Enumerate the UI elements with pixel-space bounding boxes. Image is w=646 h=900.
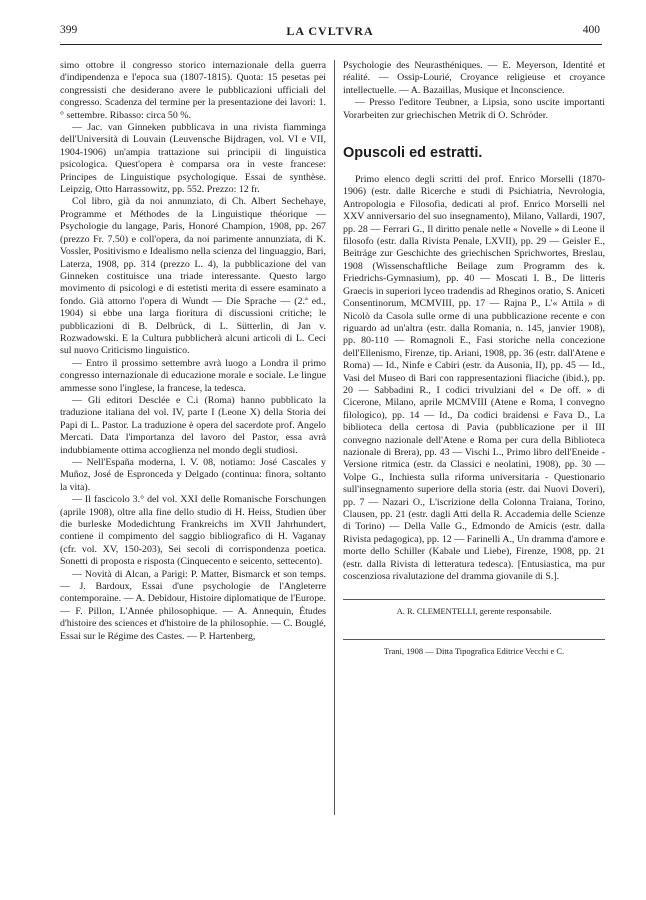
section-title: Opuscoli ed estratti. — [343, 145, 483, 162]
paragraph: — Entro il prossimo settembre avrà luogo a Londra il primo congresso internazionale di educazione morale e sociale. Le lingue ammesse sono l'inglese, la francese, la tedesca. — [60, 357, 326, 394]
paragraph: simo ottobre il congresso storico internazionale della guerra d'indipendenza e l'epoca sua (1807-1815). Quota: 15 pesetas pei congressisti che desiderano avere le pubblicazioni ufficiali del congresso. Scadenza del termine per la presentazione dei lavori: 1.° settembre. Ribasso: circa 50 %. — [60, 60, 326, 121]
left-column — [60, 60, 326, 643]
paragraph: — Il fascicolo 3.° del vol. XXI delle Romanische Forschungen (aprile 1908), oltre alla fine dello studio di H. Heiss, Studien über die burleske Modedichtung Frankreichs im XVII Jahrhundert, contiene il compimento del saggio bibliografico di H. Vaganay (cfr. vol. XV, 150-203), Sei secoli di corrispondenza poetica. Sonetti di proposta e risposta (Cinquecento e seicento, settecento). — [60, 494, 326, 568]
page-number-left: 399 — [60, 24, 78, 36]
right-column — [343, 60, 605, 657]
paragraph: Col libro, già da noi annunziato, di Ch. Albert Sechehaye, Programme et Méthodes de la Linguistique théorique — Psychologie du langage, Paris, Honoré Champion, 1908, pp. 267 (prezzo Fr. 7.50) e coll'opera, da noi parimente annunziata, di K. Vossler, Positivismo e Idealismo nella scienza del linguaggio, Bari, Laterza, 1908, pp. 314 (prezzo L. 4), la pubblicazione del van Ginneken costituisce una triade interessante. Questo largo movimento di psicologi e di estetisti merita di essere esaminato a fondo. Già attorno l'opera di Wundt — Die Sprache — (2.ª ed., 1904) si ebbe una larga fioritura di discussioni critiche; le pubblicazioni di B. Delbrück, di L. Sütterlin, di Jan v. Rozwadowski. E la Cultura pubblicherà alcuni articoli di L. Ceci sul nuovo Criticismo linguistico. — [60, 196, 326, 357]
paragraph: — Novità di Alcan, a Parigi: P. Matter, Bismarck et son temps. — J. Bardoux, Essai d'une psychologie de l'Angleterre contemporaine. — A. Debidour, Histoire diplomatique de l'Europe. — F. Pillon, L'Année philosophique. — A. Annequin, Études d'histoire des sciences et d'histoire de la philosophie. — C. Bouglé, Essai sur le Régime des Castes. — P. Hartenberg, — [60, 568, 326, 642]
header-rule — [60, 44, 602, 45]
journal-title: LA CVLTVRA — [286, 24, 374, 38]
signature: A. R. CLEMENTELLI, gerente responsabile. — [396, 606, 552, 617]
paragraph: — Presso l'editore Teubner, a Lipsia, sono uscite importanti Vorarbeiten zur griechischen Metrik di O. Schröder. — [343, 97, 605, 121]
opuscoli-list: Primo elenco degli scritti del prof. Enrico Morselli (1870-1906) (estr. dalle Ricerche e studi di Psichiatria, Nevrologia, Antropologia e Filosofia, dedicati al prof. Enrico Morselli nel XXV anniversario del suo insegnamento), Milano, Vallardi, 1907, pp. 28 — Ferrari G., Il diritto penale nelle « Novelle » di Leone il filosofo (estr. dalla Rivista Penale, LXVII), pp. 29 — Geisler E., Beiträge zur Geschichte des griechischen Sprichwortes, Breslau, 1908 (Wissenschaftliche Beilage zum Programm des k. Friedrichs-Gymnasium), pp. 40 — Moscati I. B., De litteris Graecis in superiori lyceo tradendis ad Rheginos oratio, S. Aniceti Consentinorum, MCMVIII, pp. 17 — Rajna P., L'« Attila » di Nicolò da Casola sulle orme di una pubblicazione recente e con riguardo ad un'altra (estr. dalla Romania, n. 145, janvier 1908), pp. 80-110 — Romagnoli E., Fasi storiche nella concezione dell'Ellenismo, Firenze, tip. Ariani, 1908, pp. 36 (estr. dall'Atene e Roma) — Id., Ninfe e Cabiri (estr. da Ausonia, II), pp. 45 — Id., Vasi del Museo di Bari con rappresentazioni fliaciche (ibid.), pp. 20 — Sabbadini R., I codici trivulziani del « De off. » di Cicerone, Milano, aprile MCMVIII (Atene e Roma, I convegno filologico), pp. 14 — Id., Da codici braidensi e Fava D., La biblioteca della certosa di Pavia (pubblicazione per il III convegno nazionale dell'Atene e Roma per cura della Biblioteca nazionale di Brera), pp. 43 — Vischi L., Primo libro dell'Eneide - Versione ritmica (estr. da Classici e neolatini, 1908), pp. 30 — Volpe G., Inchiesta sulla riforma universitaria - Questionario sull'insegnamento superiore della storia (estr. dai Nuovi Doveri), pp. 7 — Nazari O., L'iscrizione della Colonna Traiana, Torino, Clausen, pp. 21 (estr. dagli Atti della R. Accademia delle Scienze di Torino) — Della Valle G., Edmondo de Amicis (estr. dalla Rivista pedagogica), pp. 12 — Farinelli A., Un dramma d'amore e morte dello Schiller (Kabale und Liebe), Firenze, 1908, pp. 21 (estr. dalla Rivista di letteratura tedesca). [Entusiastica, ma pur coscenziosa rivalutazione del dramma giovanile di S.]. — [343, 174, 605, 583]
page-number-right: 400 — [582, 24, 600, 36]
imprint: Trani, 1908 — Ditta Tipografica Editrice Vecchi e C. — [383, 646, 565, 657]
imprint-rule — [343, 639, 605, 640]
signature-rule — [343, 599, 605, 600]
running-header — [60, 24, 600, 42]
paragraph: — Gli editori Desclée e C.i (Roma) hanno pubblicato la traduzione italiana del vol. IV, parte I (Leone X) della Storia dei Papi di L. Pastor. La traduzione è opera del sacerdote prof. Angelo Mercati. Data l'importanza del lavoro del Pastor, essa avrà indubbiamente ottima accoglienza nel mondo degli studiosi. — [60, 394, 326, 456]
paragraph: — Jac. van Ginneken pubblicava in una rivista fiamminga dell'Università di Louvain (Leuvensche Bijdragen, vol. VI e VII, 1904-1906) un'ampia trattazione sui principii di linguistica psicologica. Quest'opera è comparsa ora in veste francese: Principes de Linguistique psychologique. Essai de synthèse. Leipzig, Otto Harrassowitz, pp. 552. Prezzo: 12 fr. — [60, 122, 326, 196]
paragraph: — Nell'España moderna, l. V. 08, notiamo: José Cascales y Muñoz, José de Espronceda y Delgado (continua: finora, soltanto la vita). — [60, 457, 326, 493]
paragraph: Psychologie des Neurasthéniques. — E. Meyerson, Identité et réalité. — Ossip-Lourié, Croyance religieuse et croyance intellectuelle. — A. Bazaillas, Musique et Inconscience. — [343, 60, 605, 96]
column-divider — [334, 60, 335, 815]
